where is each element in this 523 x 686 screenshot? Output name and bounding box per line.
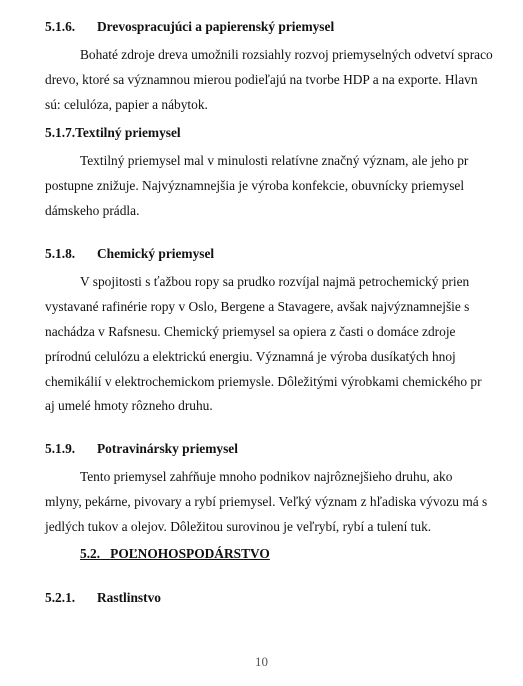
section-title: Rastlinstvo <box>97 590 161 605</box>
page-number: 10 <box>255 654 268 669</box>
paragraph-line: Tento priemysel zahŕňuje mnoho podnikov najrôznejšieho druhu, ako <box>80 469 453 484</box>
paragraph-line: V spojitosti s ťažbou ropy sa prudko rozvíjal najmä petrochemický prien <box>80 274 470 289</box>
section-number: 5.1.7. <box>45 125 76 140</box>
paragraph-line: nachádza v Rafsnesu. Chemický priemysel sa opiera z časti o domáce zdroje <box>45 324 456 339</box>
chapter-number: 5.2. <box>80 546 101 561</box>
section-heading-5-1-8 <box>45 246 214 262</box>
paragraph-line: vystavané rafinérie ropy v Oslo, Bergene a Stavagere, avšak najvýznamnejšie s <box>45 299 470 314</box>
paragraph-line: sú: celulóza, papier a nábytok. <box>45 97 208 112</box>
paragraph-line: drevo, ktoré sa významnou mierou podieľajú na tvorbe HDP a na exporte. Hlavn <box>45 72 478 87</box>
subsection-heading-5-2-1 <box>45 590 161 606</box>
section-heading-5-1-7 <box>45 125 181 141</box>
section-heading-5-1-6 <box>45 19 334 35</box>
section-number: 5.1.9. <box>45 441 76 456</box>
section-number: 5.1.8. <box>45 246 76 261</box>
section-title: Potravinársky priemysel <box>97 441 238 456</box>
section-heading-5-1-9 <box>45 441 238 457</box>
paragraph-line: postupne znižuje. Najvýznamnejšia je výroba konfekcie, obuvnícky priemysel <box>45 178 465 193</box>
paragraph-line: Bohaté zdroje dreva umožnili rozsiahly rozvoj priemyselných odvetví spraco <box>80 47 493 62</box>
paragraph-line: aj umelé hmoty rôzneho druhu. <box>45 398 213 413</box>
paragraph-line: dámskeho prádla. <box>45 203 140 218</box>
section-title: Drevospracujúci a papierenský priemysel <box>97 19 335 34</box>
section-title: Textilný priemysel <box>75 125 181 140</box>
paragraph-line: jedlých tukov a olejov. Dôležitou surovinou je veľrybí, rybí a tulení tuk. <box>45 519 432 534</box>
section-number: 5.1.6. <box>45 19 76 34</box>
chapter-heading-5-2 <box>80 546 270 562</box>
paragraph-line: prírodnú celulózu a elektrickú energiu. Významná je výroba dusíkatých hnoj <box>45 349 456 364</box>
paragraph-line: mlyny, pekárne, pivovary a rybí priemysel. Veľký význam z hľadiska vývozu má s <box>45 494 488 509</box>
paragraph-line: Textilný priemysel mal v minulosti relatívne značný význam, ale jeho pr <box>80 153 469 168</box>
paragraph-line: chemikálií v elektrochemickom priemysle. Dôležitými výrobkami chemického pr <box>45 374 482 389</box>
section-title: Chemický priemysel <box>97 246 215 261</box>
section-number: 5.2.1. <box>45 590 76 605</box>
chapter-title: POĽNOHOSPODÁRSTVO <box>110 546 270 561</box>
